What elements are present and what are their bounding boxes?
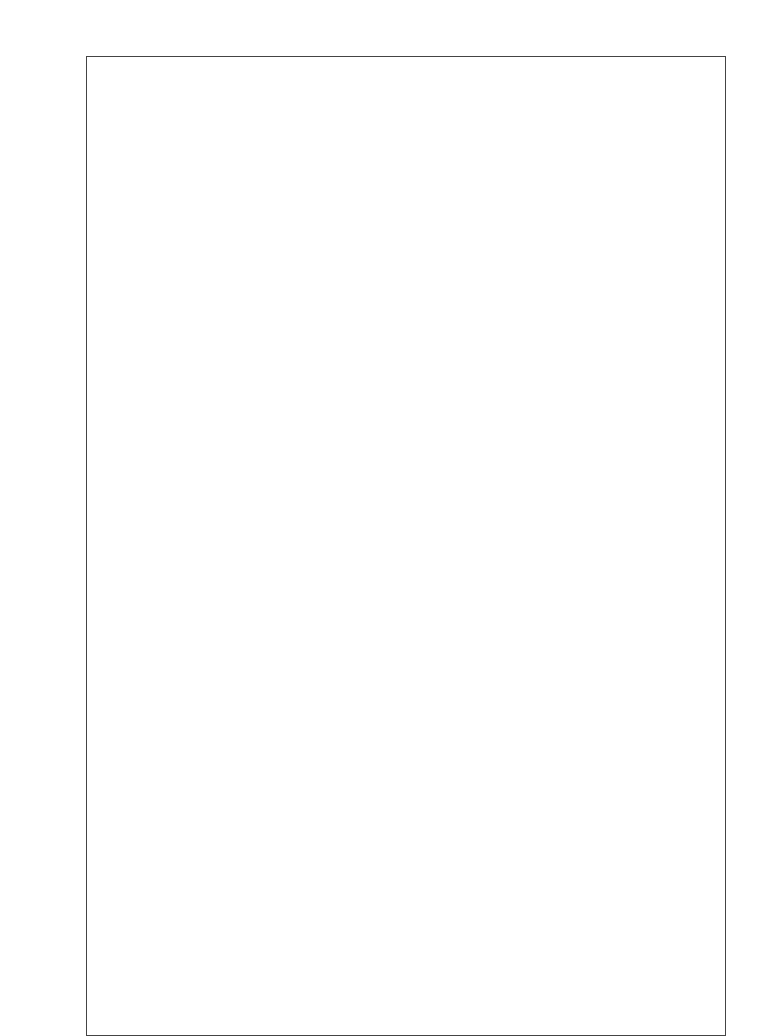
triangle-border-right bbox=[732, 56, 750, 1024]
document-body bbox=[139, 152, 633, 242]
triangle-border-top bbox=[78, 32, 748, 48]
triangle-border-left bbox=[60, 56, 78, 1024]
